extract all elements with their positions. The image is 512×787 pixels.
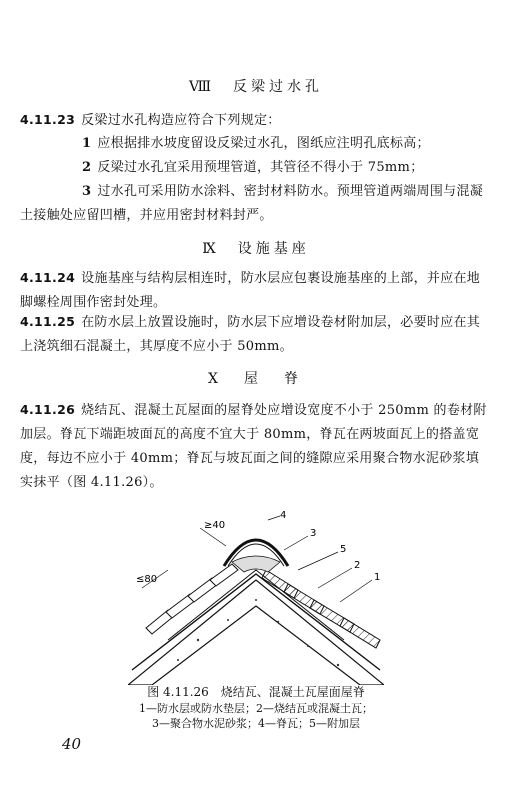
figure-legend-line-1: 1—防水层或防水垫层；2—烧结瓦或混凝土瓦；	[139, 702, 373, 715]
figure-caption: 图 4.11.26 烧结瓦、混凝土瓦屋面屋脊	[147, 685, 365, 699]
clause-number: 4.11.25	[20, 314, 76, 329]
clause-text: 烧结瓦、混凝土瓦屋面的屋脊处应增设宽度不小于 250mm 的卷材附加层。脊瓦下端距坡面瓦的高度不宜大于 80mm，脊瓦在两坡面瓦上的搭盖宽度，每边不应小于 40mm；脊瓦与坡瓦面之间的缝隙应采用聚合物水泥砂浆填实抹平（图 4.11.26）。	[20, 403, 487, 490]
ridge-detail-figure	[128, 510, 384, 685]
callout-4: 4	[280, 510, 287, 521]
dim-label-80: ≤80	[136, 574, 158, 585]
item-text: 过水孔可采用防水涂料、密封材料防水。预埋管道两端周围与混凝土接触处应留凹槽，并应用密封材料封严。	[20, 184, 484, 223]
ridge-detail-drawing	[128, 510, 384, 685]
clause-4-11-24	[20, 266, 492, 315]
callout-1: 1	[374, 572, 381, 583]
figure-legend-line-2: 3—聚合物水泥砂浆；4—脊瓦；5—附加层	[152, 717, 360, 730]
item-number: 1	[82, 136, 92, 151]
list-item-1	[20, 132, 492, 156]
item-number: 3	[82, 184, 92, 199]
clause-4-11-23	[20, 108, 492, 133]
dim-label-40: ≥40	[204, 520, 226, 531]
clause-number: 4.11.23	[20, 112, 76, 127]
section-title-9: Ⅸ 设施基座	[202, 241, 310, 257]
clause-text: 设施基座与结构层相连时，防水层应包裹设施基座的上部，并应在地脚螺栓周围作密封处理。	[20, 271, 481, 310]
clause-number: 4.11.26	[20, 402, 76, 417]
roof-slab	[128, 580, 384, 685]
section-title-8: Ⅷ 反梁过水孔	[188, 79, 324, 95]
item-text: 反梁过水孔宜采用预埋管道，其管径不得小于 75mm；	[97, 160, 424, 175]
clause-4-11-26	[20, 398, 492, 495]
callout-2: 2	[354, 560, 361, 571]
clause-4-11-25	[20, 310, 492, 359]
callout-5: 5	[340, 544, 347, 555]
clause-number: 4.11.24	[20, 270, 76, 285]
page-number: 40	[62, 735, 82, 753]
clause-text: 反梁过水孔构造应符合下列规定：	[81, 113, 281, 128]
list-item-2	[20, 156, 492, 180]
list-item-3	[20, 180, 492, 228]
item-text: 应根据排水坡度留设反梁过水孔，图纸应注明孔底标高；	[97, 136, 430, 151]
item-number: 2	[82, 160, 92, 175]
section-title-10: Ⅹ 屋 脊	[208, 371, 304, 387]
callout-3: 3	[310, 528, 317, 539]
clause-text: 在防水层上放置设施时，防水层下应增设卷材附加层，必要时应在其上浇筑细石混凝土，其厚度不应小于 50mm。	[20, 315, 481, 354]
